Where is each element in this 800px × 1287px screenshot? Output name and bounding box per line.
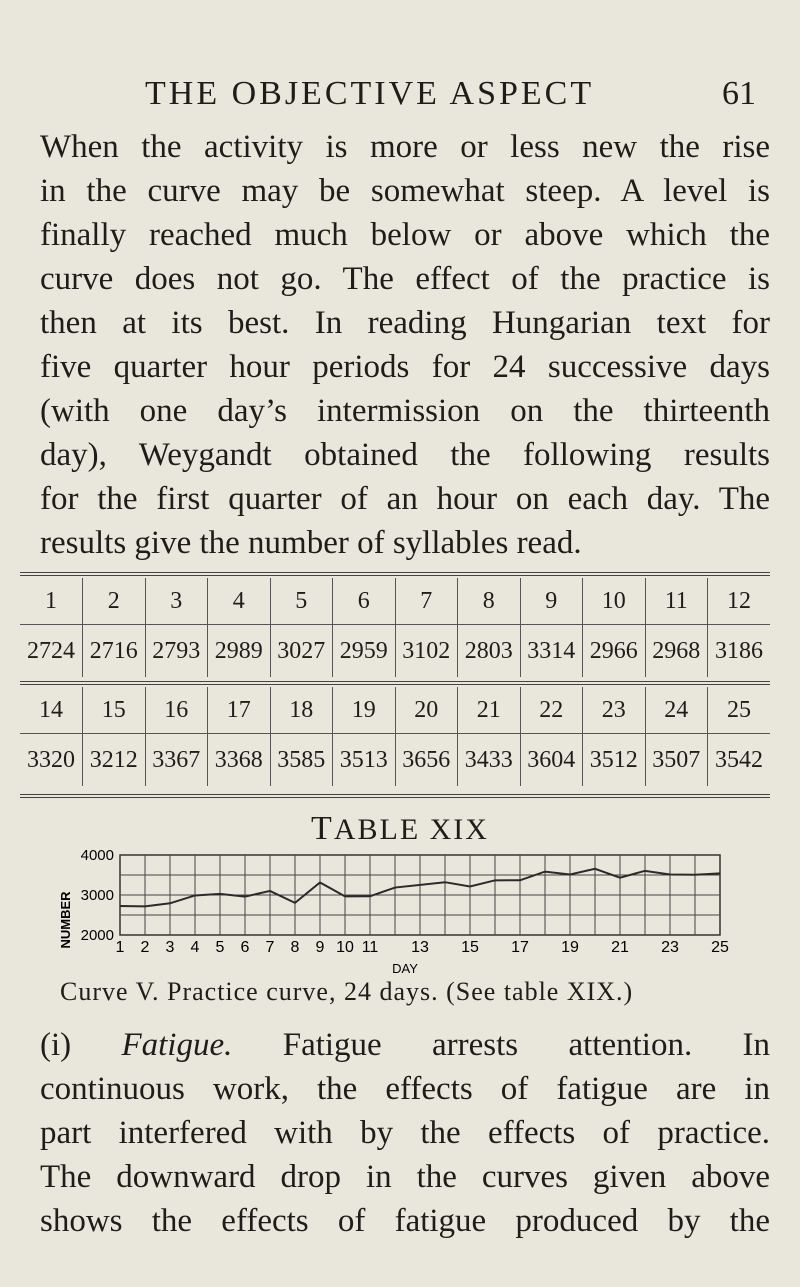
text-line: day), Weygandt obtained the following results <box>40 437 770 473</box>
text-line: then at its best. In reading Hungarian text for <box>40 305 770 341</box>
x-tick-label: 9 <box>315 939 325 956</box>
running-header <box>0 75 800 115</box>
y-tick-label: 3000 <box>80 887 114 904</box>
table-block-1 <box>20 578 770 677</box>
y-axis-label: NUMBER <box>58 891 73 949</box>
day-cell: 25 <box>708 687 771 734</box>
table-bottom-rule <box>20 794 770 798</box>
section-marker: (i) <box>40 1027 72 1063</box>
value-cell: 3585 <box>270 734 333 787</box>
day-cell: 18 <box>270 687 333 734</box>
text-line: When the activity is more or less new the rise <box>40 129 770 165</box>
day-cell: 20 <box>395 687 458 734</box>
x-tick-label: 23 <box>661 939 679 956</box>
x-tick-label: 21 <box>611 939 629 956</box>
value-cell: 2959 <box>333 625 396 678</box>
table-caption <box>0 810 800 848</box>
day-cell: 21 <box>458 687 521 734</box>
day-cell: 8 <box>458 578 521 625</box>
value-cell: 3368 <box>208 734 271 787</box>
x-tick-label: 4 <box>190 939 200 956</box>
value-cell: 3433 <box>458 734 521 787</box>
text-line: five quarter hour periods for 24 successive days <box>40 349 770 385</box>
day-cell: 7 <box>395 578 458 625</box>
curve-caption: Curve V. Practice curve, 24 days. (See table XIX.) <box>60 977 634 1006</box>
chart-svg <box>0 845 800 975</box>
practice-curve-chart <box>0 845 800 975</box>
section-title: Fatigue. <box>121 1027 233 1063</box>
value-cell: 3320 <box>20 734 83 787</box>
value-cell: 3314 <box>520 625 583 678</box>
day-cell: 11 <box>645 578 708 625</box>
y-tick-label: 2000 <box>80 927 114 944</box>
running-title: THE OBJECTIVE ASPECT <box>145 75 595 112</box>
x-tick-label: 6 <box>240 939 250 956</box>
value-cell: 3212 <box>83 734 146 787</box>
table-caption-rest: ABLE XIX <box>333 813 489 846</box>
value-cell: 3507 <box>645 734 708 787</box>
x-tick-label: 13 <box>411 939 429 956</box>
text-line: curve does not go. The effect of the practice is <box>40 261 770 297</box>
x-tick-label: 5 <box>215 939 225 956</box>
text-line: continuous work, the effects of fatigue are in <box>40 1071 770 1107</box>
value-cell: 3186 <box>708 625 771 678</box>
table-block-2 <box>20 687 770 786</box>
value-cell: 2968 <box>645 625 708 678</box>
day-cell: 3 <box>145 578 208 625</box>
y-tick-label: 4000 <box>80 847 114 864</box>
x-tick-label: 2 <box>140 939 150 956</box>
day-cell: 22 <box>520 687 583 734</box>
value-cell: 3027 <box>270 625 333 678</box>
day-cell: 2 <box>83 578 146 625</box>
value-cell: 3513 <box>333 734 396 787</box>
paragraph-practice <box>40 125 770 565</box>
value-cell: 3542 <box>708 734 771 787</box>
value-cell: 3604 <box>520 734 583 787</box>
text-line: in the curve may be somewhat steep. A level is <box>40 173 770 209</box>
day-cell: 19 <box>333 687 396 734</box>
day-cell: 12 <box>708 578 771 625</box>
value-cell: 3367 <box>145 734 208 787</box>
x-tick-label: 10 <box>336 939 354 956</box>
day-cell: 16 <box>145 687 208 734</box>
day-cell: 14 <box>39 696 63 723</box>
day-cell: 24 <box>645 687 708 734</box>
day-cell: 5 <box>270 578 333 625</box>
text-fragment: Fatigue arrests attention. In <box>282 1027 771 1063</box>
text-line: (with one day’s intermission on the thirteenth <box>40 393 770 429</box>
value-cell: 2724 <box>20 625 83 678</box>
text-line: finally reached much below or above which the <box>40 217 770 253</box>
value-cell: 3512 <box>583 734 646 787</box>
x-tick-label: 17 <box>511 939 529 956</box>
day-cell: 17 <box>208 687 271 734</box>
value-cell: 3102 <box>395 625 458 678</box>
paragraph-fatigue <box>40 1023 770 1243</box>
table-mid-rule <box>20 681 770 685</box>
day-cell: 10 <box>583 578 646 625</box>
x-tick-label: 15 <box>461 939 479 956</box>
page-number: 61 <box>722 75 756 112</box>
day-cell: 9 <box>520 578 583 625</box>
text-line <box>40 1023 770 1067</box>
x-tick-label: 1 <box>115 939 125 956</box>
x-tick-label: 25 <box>711 939 729 956</box>
y-ticks <box>81 847 114 944</box>
day-cell: 4 <box>208 578 271 625</box>
x-tick-label: 19 <box>561 939 579 956</box>
day-cell: 15 <box>83 687 146 734</box>
value-cell: 2716 <box>83 625 146 678</box>
day-cell: 23 <box>583 687 646 734</box>
text-line: shows the effects of fatigue produced by the <box>40 1203 770 1239</box>
value-cell: 2989 <box>208 625 271 678</box>
value-cell: 2966 <box>583 625 646 678</box>
day-cell: 6 <box>333 578 396 625</box>
x-tick-label: 11 <box>361 939 379 956</box>
x-tick-label: 7 <box>265 939 275 956</box>
x-ticks <box>116 939 729 956</box>
table-caption-initial: T <box>311 810 334 847</box>
text-line: part interfered with by the effects of practice. <box>40 1115 770 1151</box>
value-cell: 2803 <box>458 625 521 678</box>
text-line: results give the number of syllables read. <box>40 525 582 561</box>
text-line: for the first quarter of an hour on each day. The <box>40 481 770 517</box>
text-line: The downward drop in the curves given above <box>40 1159 770 1195</box>
value-cell: 3656 <box>395 734 458 787</box>
table-top-rule <box>20 572 770 576</box>
day-cell: 1 <box>45 587 57 614</box>
x-tick-label: 3 <box>165 939 175 956</box>
x-tick-label: 8 <box>290 939 300 956</box>
x-axis-label: DAY <box>392 961 418 975</box>
value-cell: 2793 <box>145 625 208 678</box>
